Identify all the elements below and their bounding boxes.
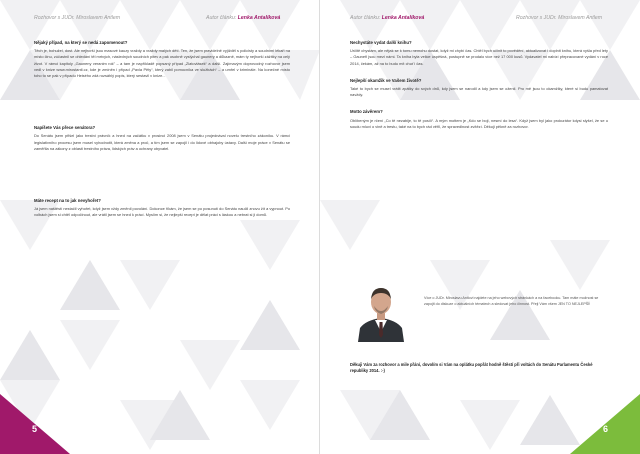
left-header-author [206,15,280,21]
left-header-author-prefix: Autor článku: [206,15,237,21]
left-header-series: Rozhovor s JUDr. Miroslavem Antlem [34,15,121,21]
right-page-content [350,40,608,141]
right-page-number: 6 [602,424,608,434]
right-page [320,0,640,454]
right-header-author-name: Lenka Antalíková [381,15,425,21]
section-question: Nějaký případ, na který se nedá zapomenout? [34,40,128,45]
left-section [34,198,290,219]
right-header [516,15,602,21]
section-answer: Určitě chystám, ale nějak se k tomu nemohu dostat, když mi chybí čas. Chtěl bych učinit to povědění, aktualizovat i doplnit knihu, která vyšla před lety – Gauneři jsou mezi námi. Ta kniha byla velice úspěšná, postupně se prodalo více než 17 000 kusů. Vydavatel mi nabízí přepracované vydání v roce 2014, čekám, až na to budu mít chuť i čas. [350,48,608,66]
section-question: Motto závěrem? [350,109,383,115]
right-header-author-prefix: Autor článku: [350,15,381,21]
left-page-number: 5 [32,424,38,434]
closing-statement: Děkuji Vám za rozhovor a mile přání, dovolím si Vám na oplátku popřát hodně štěstí při voltách do Senátu Parlamentu České republiky 2014. :-) [350,362,593,374]
left-section [34,40,290,79]
left-header [34,15,120,21]
right-section [350,40,608,67]
right-section [350,109,608,130]
section-question: Nechystáte vydat další knihu? [350,40,412,45]
section-question: Napíšete Vás přece senátora? [34,125,96,131]
right-section [350,78,608,99]
section-answer: Těch je, bohužel, dost. Ale nejhorší jsou masové kauzy vraždy a vraždy malých dětí. Ten, že jsem pravidelně vyjížděl s policisty a soudními lékaři na místo činu, zúčastnil se ohledání těl mrtvých, následných soudních pitev a pak osobně vyslýchal gaunery a důkazně, mám ty nejhorší zážitky na celý život. V rámci kapitoly „Gauneny veranim rok" – a tam je napříkladě popsaný případ „Zlatovlásek“ a další. Zajímavým doprovodný rozhovor jsem vedl v knize www.mirostantl.cz, kde je zmíněn i případ „Pavla Pěty“, který zabil pomocníka ve službách“ – a umřel v kriminále. Na konečné místo toho to se pak v případu Heisého zdá rozsáhlý popis, který sestavil v knize... [34,48,290,79]
section-answer: Také to bych se musel vrátit zpátky do svých dnů, kdy jsem se narodil a kdy jsem se oženil. Pro mě jsou to okamžiky, které si budu pamatovat navždy. [350,86,608,98]
photo-caption: Více o JUDr. Miroslavu Antlovi najdete na jeho webových stránkách a na facebooku. Tam máte možnost se zapojit do diskuze o aktuálních tématech a sledovat jeho činnost. Přeji Vám všem JEN TO NEJLEPŠÍ! [424,296,599,306]
left-page-content [34,40,290,230]
section-answer: Oblíbeným je rčení „Co tě nezabije, to tě posílí“. A mým mottem je „Kdo se bojí, nesmí do lesa“. Když jsem byl jako prokurátor kdysi slyšel, že se u soudu mluví o vině a trestu, také na to bych rád věřil, že spravedlnost zvítězí. Děkuji pěkně za rozhovor. [350,117,608,129]
section-question: Nejlepší okamžik ve Vašem životě? [350,77,422,83]
section-answer: Do Senátu jsem přišel jako trestní právník a hned na začátku v prosinci 2008 jsem v Senátu projednával novelu trestního zákoníku. V rámci legislativního procesu jsem musel vyhodnotit, která změna a proč, a tím jsem se zapojil i do lidové obhajoby ústavy. Další moje práce v Senátu se zaměřila na zákony z oblasti trestního práva, lidských práv a ochrany obyvatel. [34,133,290,151]
right-header-series: Rozhovor s JUDr. Miroslavem Antlem [516,15,603,21]
author-portrait-photo [350,280,412,342]
section-answer: Já jsem naštěstí nestačil vyhořet, když jsem vždy změnil povolání. Dokonce říkám, že jsem se po posunutí do Senátu naučil znovu žít a vypnout. Po volbách jsem si chtěl odpočinout, ale vrátil jsem se hned k prácí. Myslím si, že nejlepší recept je dělat práci s láskou a nebrat si ji domů. [34,206,290,218]
left-header-author-name: Lenka Antalíková [237,15,281,21]
left-section [34,125,290,152]
right-header-author [350,15,424,21]
section-question: Máte recept na to jak nevyhořet? [34,198,101,204]
